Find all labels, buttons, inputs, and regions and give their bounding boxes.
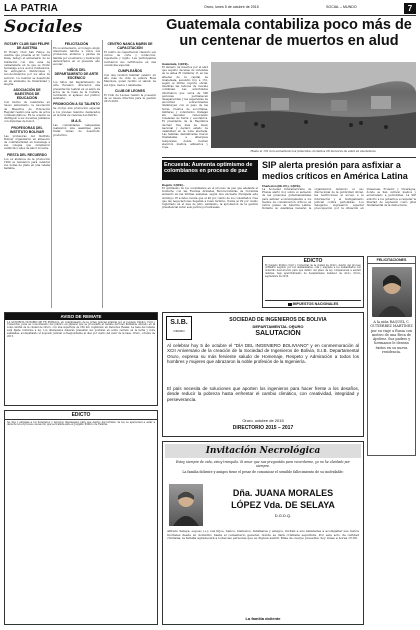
section-tag: SOCIAL – MUNDO <box>326 5 357 9</box>
sib-directorio: DIRECTORIO 2015 – 2017 <box>232 425 294 431</box>
necrologica-name-1: Dña. JUANA MORALES <box>232 488 334 498</box>
edicto-left-box <box>4 410 158 625</box>
sip-headline: SIP alerta presión para asfixiar a medios críticos en América Latina <box>262 160 408 181</box>
felicitaciones-text: A la niña RAQUEL C. GUTIÉRREZ MARTÍNEZ por su viaje a Rusia con motivo de una Beca de Ajedrez. Sus padres y hermanos le desean éxitos en su nueva residencia. <box>370 320 413 355</box>
sib-org: SOCIEDAD DE INGENIEROS DE BOLIVIA <box>229 317 327 323</box>
impuestos-footer <box>265 300 361 306</box>
sociales-col-1 <box>4 40 50 308</box>
photo-caption-box <box>211 149 416 155</box>
encuesta-headline-box <box>162 160 258 180</box>
middle-col-heading-2: CUMPLEAÑOS <box>117 69 143 74</box>
portrait-illustration <box>372 267 412 317</box>
section-rule <box>162 157 416 158</box>
sociales-item-heading: ROTARY CLUB SAN FELIPE DE AUSTRIA <box>4 42 50 50</box>
aviso-remate-title: AVISO DE REMATE <box>5 313 157 320</box>
sociales-item-text: Las comunidades campesinas realizaron una asamblea para tratar temas de desarrollo productivo. <box>53 124 100 137</box>
sociales-item-text: Las profesoras del Instituto Bolívar organizaron un almuerzo de confraternidad en homenaje a sus colegas que cumplieron veinticinco años de labor docente. <box>4 134 50 151</box>
guatemala-headline-box <box>162 17 416 59</box>
felicitaciones-box <box>367 256 416 456</box>
necrologica-box <box>162 441 364 625</box>
aviso-remate-text: LA SUSCRITA NOTARIO DE FE PÚBLICA, en cumplimiento de la orden judicial emitida por el Juzgado Público Civil y Comercial, pone en conocimiento del público en general que se procederá al remate del bien inmueble ubicado en la zona central de la ciudad de Oruro, con una superficie de 250 m2, registrado en Derechos Reales. La base del remate será fijada conforme a ley. Los interesados deberán presentar sus posturas en sobre cerrado en la fecha y hora señaladas, acompañando el depósito judicial correspondiente al diez por ciento del valor de la base. Oruro, octubre de 2015. <box>7 320 155 339</box>
edicto-center-text: El Juzgado Público Civil y Comercial de la ciudad de Oruro, dentro del proceso ordinario seguido por los demandantes, cita y emplaza a los demandados con domicilio desconocido para que dentro del plazo de ley comparezcan a asumir defensa, bajo apercibimiento de designárseles defensor de oficio. Oruro, septiembre de 2015. <box>265 264 361 278</box>
sociales-item-text: En su aniversario, el Colegio Anglo Americano felicita a todos sus profesores, alumnos y padres de familia por el esfuerzo y dedicación demostrados en el presente año escolar. <box>53 47 100 67</box>
paper-name: LA PATRIA <box>4 3 59 14</box>
sociales-item-text: Se otorgó una promoción especial a los jóvenes talentos destacados en la feria de ciencias del distrito. <box>53 107 100 117</box>
sociales-item-heading: FIESTA DEL RECUERDO <box>7 152 47 157</box>
guatemala-headline: Guatemala contabiliza poco más de un centenar de muertos en alud <box>166 17 412 49</box>
sib-logo <box>166 316 192 340</box>
photo-caption: Hasta el 131 han aumentado los fallecidos, incluidos 26 menores de edad en Guatemala. <box>250 149 377 153</box>
sib-logo-sub: ORURO <box>173 329 185 333</box>
masthead-rule <box>4 15 416 16</box>
sib-logo-text: S.I.B. <box>170 319 188 326</box>
necrologica-intro: La familia doliente y amigos tiene el pesar de comunicar el sensible fallecimiento de su inolvidable: <box>182 469 344 474</box>
guatemala-photo <box>211 62 416 148</box>
sib-dept: DEPARTAMENTAL ORURO <box>252 324 304 329</box>
necrologica-name-2: LÓPEZ Vda. DE SELAYA <box>231 500 335 510</box>
felicitaciones-title: FELICITACIONES <box>368 257 415 264</box>
sociales-item-text: Con motivo de celebrarse un nuevo aniversario, la Asociación de Maestros de Educación Regular realizó una serie de actos conmemorativos. En la ocasión se distinguió a los docentes jubilados con diplomas de honor. <box>4 101 50 124</box>
sociales-item-heading: PROMOCIÓN A SU TALENTO <box>53 102 100 107</box>
deceased-portrait-illustration <box>169 484 203 526</box>
date-line: Oruro, lunes 5 de octubre de 2015 <box>204 5 259 9</box>
edicto-left-text: Se cita y emplaza a los herederos y terceros interesados para que dentro del término de ley se apersonen a estar a derecho en el proceso sucesorio que se tramita ante el Juzgado Público de Familia. <box>7 420 155 427</box>
sociales-title-box <box>4 17 100 37</box>
sip-headline-box <box>262 160 416 182</box>
encuesta-text: El optimismo de los colombianos en el proceso de paz que adelanta el Gobierno con las Fuerzas Armadas Revolucionarias de Colombia aumentó en las últimas semanas, según una encuesta divulgada este domingo. El sondeo revela que el 46 por ciento de los consultados cree que las negociaciones llegarán a buen término, frente al 29 por ciento registrado en el mes de julio. Asimismo, la aprobación de la gestión presidencial subió seis puntos porcentuales. <box>162 187 258 210</box>
sociales-item-heading: PROFESORAS DEL INSTITUTO BOLÍVAR <box>10 125 44 134</box>
guatemala-text-col <box>162 62 208 154</box>
necrologica-title: Invitación Necrológica <box>165 444 361 458</box>
masthead <box>4 3 416 15</box>
felicitaciones-photo <box>372 267 412 317</box>
column-separator <box>51 40 52 308</box>
sib-signoff: Oruro, octubre de 2015 <box>242 418 284 423</box>
sociales-item-text: Los ex alumnos de la promoción 1990 se reunieron para celebrar sus bodas de plata en una velada bailable. <box>4 157 50 171</box>
impuestos-logo-icon <box>288 303 292 306</box>
sociales-title: Sociales <box>4 17 83 37</box>
sib-title: SALUTACIÓN <box>255 330 301 337</box>
guatemala-text: El número de muertos por el alud que sepultó decenas de viviendas en la aldea El Cambray II, en las afueras de la capital de Guatemala, ascendió hoy a 131, según el último reporte oficial, mientras las labores de rescate continúan. Las autoridades informaron que cerca de 300 personas permanecen desaparecidas y las esperanzas de encontrar sobrevivientes disminuyen con el paso de las horas. Cientos de socorristas, militares y voluntarios trabajan sin descanso removiendo toneladas de tierra y escombros. El presidente de la República decretó tres días de duelo nacional y declaró estado de calamidad en la zona afectada. Las familias damnificadas fueron trasladadas a albergues temporales donde reciben atención médica, alimentos y ropa. <box>162 66 208 150</box>
necrologica-quote: Estoy siempre de vida, estoy tranquilo. Si amor que nos preguntáis para recordarme, yo no he olvidado por siempre. <box>176 460 350 468</box>
sociales-item-text: El Rotary Club San Felipe de Austria que preside el Sr. Carlos Daza, festejó el aniversario de su fundación con una cena de camaradería en la que se rindió homenaje a los socios fundadores. Se entregaron distinciones y reconocimientos por los años de servicio. La reunión se desarrolló en un ambiente de fraternidad y alegría. <box>4 51 50 87</box>
sociales-col-3 <box>104 40 156 308</box>
page-number: 7 <box>404 3 416 14</box>
sip-dateline: Charleston (EE.UU.), 4 (EFE).- <box>262 184 302 188</box>
middle-col-text-2: Con una reunión familiar celebró un año más de vida la señora Rosa Mendoza, quien recibió el saludo de sus hijos, nietos y amistades. <box>104 74 156 87</box>
edicto-left-title: EDICTO <box>5 411 157 420</box>
sib-text-2: El país necesita de soluciones que aporten los ingenieros para hacer frente a los desafíos, desde reducir la pobreza hasta enfrentar el cambio climático, con creatividad, integridad y perseverancia. <box>167 386 359 402</box>
sociales-item-text: Los niños del Departamento de Arte Escénico ofrecieron una presentación teatral en el salón de actos de la Casa de la Cultura, recibiendo el aplauso del público asistente. <box>53 81 100 101</box>
necrologica-dgd: D.G.D.Q. <box>274 513 292 518</box>
encuesta-headline: Encuesta: Aumenta optimismo de colombianos en proceso de paz <box>164 161 253 174</box>
middle-col-text: El centro de capacitación clausuró sus cursos de corte y confección, repostería y tejido. Las participantes recibieron sus certificados en una ceremonia especial. <box>104 51 156 67</box>
guatemala-dateline: Guatemala, 4 (EFE).- <box>162 62 190 66</box>
aviso-remate-box <box>4 312 158 406</box>
sociales-item-heading: ASOCIACIÓN DE MAESTROS DE EDUCACIÓN <box>13 88 41 101</box>
sociales-item-heading: NIÑOS DEL DEPARTAMENTO DE ARTE ESCÉNICO <box>54 68 99 81</box>
sociales-item-heading: M.A.S. <box>71 119 82 124</box>
necrologica-photo <box>169 484 203 526</box>
impuestos-footer-text: IMPUESTOS NACIONALES <box>292 302 339 306</box>
sociales-col-2 <box>53 40 100 308</box>
edicto-center-box <box>262 256 364 308</box>
middle-col-text-3: El Club de Leones realizó la posesión de su nueva directiva para la gestión 2015-2016. <box>104 93 156 104</box>
landslide-photo-illustration <box>211 62 416 148</box>
necrologica-text: Alfredo Selaya, esposo (+); sus hijos, nietos, bisnietos, familiares y amigos, invitan a sus amistades a acompañar sus restos mortales desde su domicilio hasta el cementerio general, donde se dará cristiana sepultura. Por este acto de caridad cristiana, la familia agradecerá a todas las personas que se dignen asistir. Misa de cuerpo presente: hoy lunes a horas 15:00. <box>167 530 359 541</box>
encuesta-dateline: Bogotá, 4 (EFE).- <box>162 183 185 187</box>
encuesta-text-col <box>162 183 258 308</box>
sociales-item-heading: FELICITACIÓN <box>64 42 89 46</box>
necrologica-footer: La familia doliente <box>245 616 281 621</box>
edicto-center-title: EDICTO <box>303 257 323 264</box>
middle-col-heading-3: CLUB DE LEONES <box>115 88 145 93</box>
sip-text-col <box>262 184 416 254</box>
column-separator <box>102 40 103 308</box>
sip-text: La Sociedad Interamericana de Prensa alertó hoy sobre el aumento de las presiones gubernamentales para asfixiar económicamente a los medios de comunicación críticos en varios países de América Latina. Durante su Asamblea General, la organización denunció el uso discrecional de la publicidad oficial, las restricciones al acceso a la información y el hostigamiento judicial contra periodistas. Los delegados expresaron especial preocupación por la situación en Venezuela, Ecuador y Nicaragua, donde se han cerrado medios y encarcelado a periodistas. La SIP exhortó a los gobiernos a respetar la libertad de expresión como pilar fundamental de la democracia. <box>262 188 416 211</box>
middle-col-heading: CENTRO NANCA MARIN DE CAPACITACIÓN <box>107 42 153 50</box>
sib-notice-box <box>162 312 364 437</box>
sib-text: Al celebrar hoy 5 de octubre el "DÍA DEL INGENIERO BOLIVIANO" y en conmemoración al XCII Aniversario de la creación de la Sociedad de Ingenieros de Bolivia, S.I.B. Departamental Oruro, expresa su más ferviente saludo de Homenaje, Respeto y Admiración a todos los hombres y mujeres que abrazaron la noble profesión de la Ingeniería. <box>167 343 359 364</box>
